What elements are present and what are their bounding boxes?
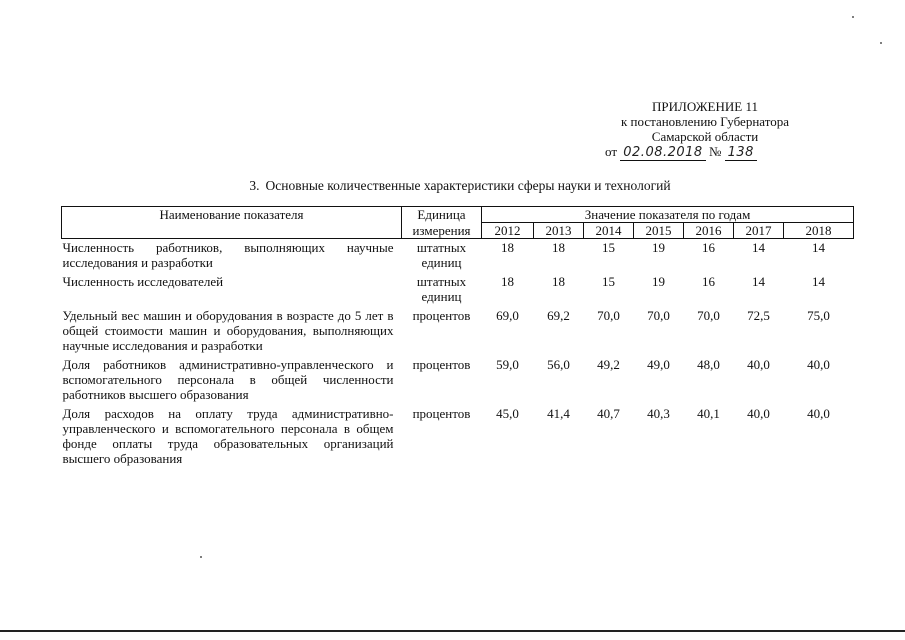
indicator-value: 70,0 — [597, 308, 620, 323]
indicator-value: 40,3 — [647, 406, 670, 421]
scan-speck — [880, 42, 882, 44]
year-header: 2015 — [634, 223, 684, 239]
indicator-value: 14 — [812, 240, 826, 255]
appendix-header — [600, 99, 810, 160]
indicator-value: 41,4 — [547, 406, 570, 421]
indicator-value: 69,2 — [547, 308, 570, 323]
year-header: 2014 — [584, 223, 634, 239]
section-number: 3. — [249, 178, 260, 193]
scan-edge-line — [0, 630, 905, 632]
indicator-value: 69,0 — [496, 308, 519, 323]
handwritten-number: 138 — [725, 145, 757, 161]
table-row — [62, 307, 854, 356]
table-row — [62, 356, 854, 405]
table-row — [62, 405, 854, 469]
number-sign: № — [708, 144, 722, 159]
column-header-unit-line1: Единица — [402, 207, 482, 223]
table-header-row — [62, 207, 854, 223]
year-header: 2018 — [784, 223, 854, 239]
indicator-value: 15 — [602, 240, 615, 255]
column-header-name: Наименование показателя — [62, 207, 402, 239]
indicator-value: 45,0 — [496, 406, 519, 421]
column-header-values: Значение показателя по годам — [482, 207, 854, 223]
indicator-name: Удельный вес машин и оборудования в возрасте до 5 лет в общей стоимости машин и оборудования, выполняющих научные исследования и разработки — [62, 308, 394, 353]
section-title — [60, 178, 860, 194]
indicator-value: 40,0 — [807, 406, 830, 421]
indicator-unit: штатных единиц — [416, 274, 467, 304]
indicator-unit: процентов — [412, 357, 471, 372]
decree-reference: к постановлению Губернатора — [620, 114, 790, 129]
section-title-text: Основные количественные характеристики сферы науки и технологий — [265, 178, 671, 193]
indicator-name: Численность исследователей — [62, 274, 224, 289]
scan-speck — [200, 556, 202, 558]
indicator-value: 49,0 — [647, 357, 670, 372]
table-row — [62, 273, 854, 307]
indicator-unit: процентов — [412, 308, 471, 323]
indicator-value: 18 — [552, 240, 565, 255]
year-header: 2017 — [734, 223, 784, 239]
indicator-value: 40,0 — [747, 357, 770, 372]
scan-speck — [852, 16, 854, 18]
indicator-value: 49,2 — [597, 357, 620, 372]
indicator-value: 19 — [652, 240, 665, 255]
indicator-value: 14 — [752, 274, 765, 289]
indicator-value: 70,0 — [647, 308, 670, 323]
indicator-unit: процентов — [412, 406, 471, 421]
appendix-label: ПРИЛОЖЕНИЕ 11 — [652, 99, 758, 114]
indicator-value: 72,5 — [747, 308, 770, 323]
indicator-value: 40,1 — [697, 406, 720, 421]
indicator-value: 19 — [652, 274, 665, 289]
indicator-value: 16 — [702, 274, 715, 289]
indicator-value: 18 — [501, 274, 514, 289]
indicator-value: 70,0 — [697, 308, 720, 323]
indicator-name: Доля расходов на оплату труда административно-управленческого и вспомогательного персонала в общем фонде оплаты труда образовательных организаций высшего образования — [62, 406, 394, 466]
indicator-value: 40,0 — [807, 357, 830, 372]
indicator-value: 40,7 — [597, 406, 620, 421]
indicators-table — [61, 206, 854, 469]
indicator-name: Доля работников административно-управленческого и вспомогательного персонала в общей численности работников высшего образования — [62, 357, 394, 402]
year-header: 2012 — [482, 223, 534, 239]
indicator-value: 14 — [812, 274, 826, 289]
indicator-value: 40,0 — [747, 406, 770, 421]
indicator-name: Численность работников, выполняющих научные исследования и разработки — [62, 240, 394, 270]
indicator-value: 14 — [752, 240, 765, 255]
table-row — [62, 239, 854, 274]
indicator-value: 56,0 — [547, 357, 570, 372]
date-number-line — [600, 144, 810, 160]
indicator-value: 15 — [602, 274, 615, 289]
indicator-value: 75,0 — [807, 308, 830, 323]
indicator-value: 48,0 — [697, 357, 720, 372]
indicator-value: 59,0 — [496, 357, 519, 372]
handwritten-date: 02.08.2018 — [620, 145, 705, 161]
year-header: 2013 — [534, 223, 584, 239]
year-header: 2016 — [684, 223, 734, 239]
column-header-unit-line2: измерения — [402, 223, 482, 239]
region-name: Самарской области — [651, 129, 759, 144]
indicator-value: 18 — [552, 274, 565, 289]
indicator-value: 18 — [501, 240, 514, 255]
indicator-value: 16 — [702, 240, 715, 255]
date-prefix: от — [605, 144, 618, 159]
indicator-unit: штатных единиц — [416, 240, 467, 270]
